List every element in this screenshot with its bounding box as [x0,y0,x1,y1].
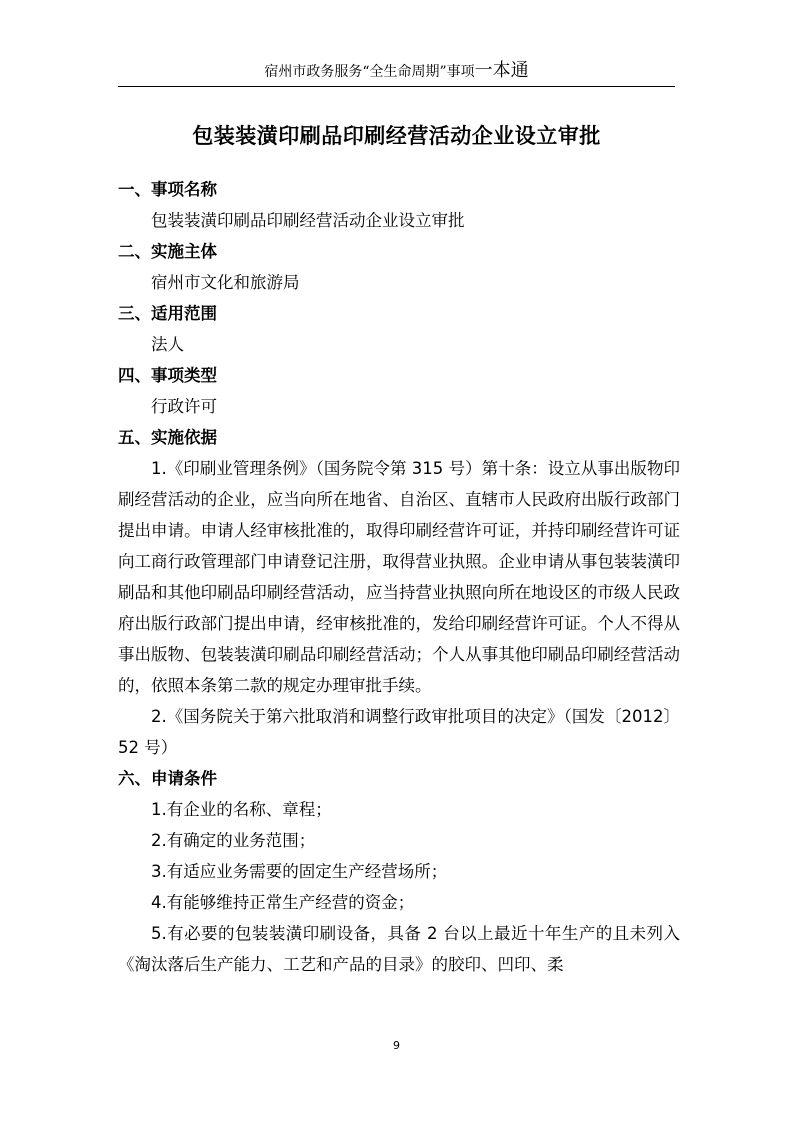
section-heading-scope: 三、适用范围 [118,304,217,323]
item-type-value: 行政许可 [151,397,217,416]
running-header [118,60,675,83]
section-heading-conditions: 六、申请条件 [118,769,217,788]
condition-1: 1.有企业的名称、章程； [151,800,332,819]
document-title: 包装装潢印刷品印刷经营活动企业设立审批 [192,124,601,148]
condition-5: 5.有必要的包装装潢印刷设备，具备 2 台以上最近十年生产的且未列入《淘汰落后生产能力、工艺和产品的目录》的胶印、凹印、柔 [118,924,680,974]
section-heading-item-type: 四、事项类型 [118,366,217,385]
condition-4: 4.有能够维持正常生产经营的资金； [151,893,415,912]
legal-basis-paragraph-1: 1.《印刷业管理条例》（国务院令第 315 号）第十条：设立从事出版物印刷经营活动的企业，应当向所在地省、自治区、直辖市人民政府出版行政部门提出申请。申请人经审核批准的，取得印刷经营许可证，并持印刷经营许可证向工商行政管理部门申请登记注册，取得营业执照。企业申请从事包装装潢印刷品和其他印刷品印刷经营活动，应当持营业执照向所在地设区的市级人民政府出版行政部门提出申请，经审核批准的，发给印刷经营许可证。个人不得从事出版物、包装装潢印刷品印刷经营活动；个人从事其他印刷品印刷经营活动的，依照本条第二款的规定办理审批手续。 [118,459,680,695]
condition-3: 3.有适应业务需要的固定生产经营场所； [151,862,448,881]
header-emphasis: 一本通 [474,60,529,81]
section-heading-legal-basis: 五、实施依据 [118,428,217,447]
implementing-body-value: 宿州市文化和旅游局 [151,273,300,292]
header-divider [118,86,675,87]
section-heading-implementing-body: 二、实施主体 [118,242,217,261]
scope-value: 法人 [151,335,184,354]
header-text: 宿州市政务服务“全生命周期”事项 [264,64,475,80]
condition-2: 2.有确定的业务范围； [151,831,316,850]
document-body [118,174,680,980]
page-number: 9 [393,1039,400,1052]
item-name-value: 包装装潢印刷品印刷经营活动企业设立审批 [151,211,465,230]
section-heading-item-name: 一、事项名称 [118,180,217,199]
legal-basis-paragraph-2: 2.《国务院关于第六批取消和调整行政审批项目的决定》（国发〔2012〕52 号） [118,707,680,757]
